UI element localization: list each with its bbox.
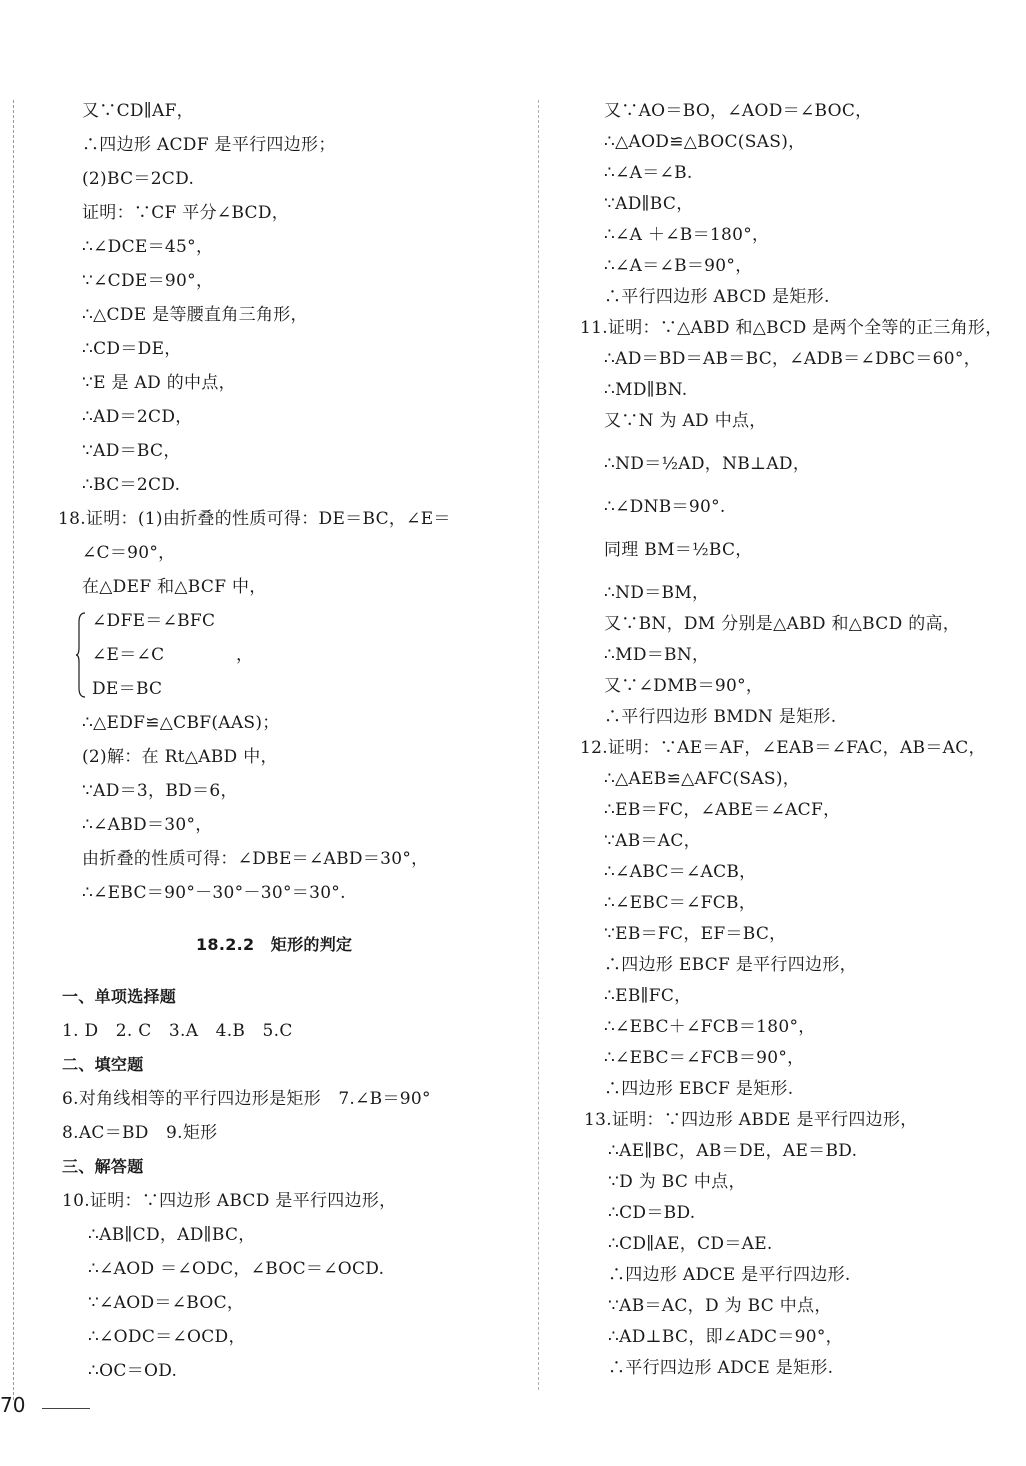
page-number: 70 [0,1393,26,1417]
text-line: ∴△AEB≌△AFC(SAS)， [604,769,801,789]
text-line: ∴∠AOD ＝∠ODC，∠BOC＝∠OCD. [88,1259,385,1279]
text-line: ∴∠A＝∠B＝90°， [604,256,753,276]
text-line: ∴AD＝2CD， [82,407,193,427]
text-line: ∴CD∥AE，CD＝AE. [608,1234,773,1254]
binding-margin-line [13,100,14,1400]
text-line: ∴BC＝2CD. [82,475,181,495]
text-line: ∴四边形 ACDF 是平行四边形； [82,135,336,155]
text-line-fraction: 同理 BM＝½BC， [604,540,753,560]
section-title: 18.2.2 矩形的判定 [196,935,353,954]
problem-12: 12.证明：∵AE＝AF，∠EAB＝∠FAC，AB＝AC， [580,738,986,758]
section-heading-1: 一、单项选择题 [62,987,177,1006]
column-divider [538,100,539,1390]
problem-13: 13.证明：∵四边形 ABDE 是平行四边形， [584,1110,918,1130]
text-line: ∴△EDF≌△CBF(AAS)； [82,713,280,733]
text-line: ∴AD⊥BC，即∠ADC＝90°， [608,1327,843,1347]
problem-10: 10.证明：∵四边形 ABCD 是平行四边形， [62,1191,397,1211]
section-heading-3: 三、解答题 [62,1157,144,1176]
text-line: ∴∠EBC＝90°－30°－30°＝30°. [82,883,346,903]
text-line: 又∵BN，DM 分别是△ABD 和△BCD 的高， [604,614,961,634]
text-line: ∴△AOD≌△BOC(SAS)， [604,132,806,152]
text-line: ∴平行四边形 ABCD 是矩形. [604,287,830,307]
text-line: ∵AB＝AC，D 为 BC 中点， [608,1296,832,1316]
text-line: ∴△CDE 是等腰直角三角形， [82,305,308,325]
system-line-1: ∠DFE＝∠BFC [92,611,216,631]
answers-1-5: 1. D 2. C 3.A 4.B 5.C [62,1021,293,1041]
text-line: 又∵N 为 AD 中点， [604,411,767,431]
system-comma: ， [236,645,254,665]
text-line: ∴∠A ＋∠B＝180°， [604,225,770,245]
text-line: ∴∠DNB＝90°. [604,497,726,517]
text-line-fraction: ∴ND＝½AD，NB⊥AD， [604,454,811,474]
text-line: ∵E 是 AD 的中点， [82,373,236,393]
left-brace [76,612,86,698]
text-line: (2)解：在 Rt△ABD 中， [82,747,278,767]
section-heading-2: 二、填空题 [62,1055,144,1074]
text-line: ∴AD＝BD＝AB＝BC，∠ADB＝∠DBC＝60°， [604,349,981,369]
text-line: ∴四边形 EBCF 是矩形. [604,1079,794,1099]
text-line: ∴∠DCE＝45°， [82,237,214,257]
page-number-rule [42,1408,90,1409]
text-line: ∵AD＝BC， [82,441,181,461]
text-line: ∴CD＝DE， [82,339,182,359]
text-line: ∴AB∥CD，AD∥BC， [88,1225,256,1245]
text-line: ∴MD＝BN， [604,645,710,665]
text-line: ∵AD∥BC， [604,194,694,214]
text-line: ∴平行四边形 ADCE 是矩形. [608,1358,834,1378]
problem-18: 18.证明：(1)由折叠的性质可得：DE＝BC，∠E＝ [58,509,451,529]
text-line: ∵AD＝3，BD＝6， [82,781,238,801]
text-line: ∴四边形 ADCE 是平行四边形. [608,1265,851,1285]
text-line: 在△DEF 和△BCF 中， [82,577,267,597]
text-line: ∴ND＝BM， [604,583,710,603]
answers-6-7: 6.对角线相等的平行四边形是矩形 7.∠B＝90° [62,1089,431,1109]
text-line: ∴∠EBC＋∠FCB＝180°， [604,1017,816,1037]
text-line: ∵∠AOD＝∠BOC， [88,1293,245,1313]
text-line: ∴OC＝OD. [88,1361,178,1381]
text-line: ∴四边形 EBCF 是平行四边形， [604,955,857,975]
text-line: ∵∠CDE＝90°， [82,271,214,291]
text-line: (2)BC＝2CD. [82,169,195,189]
text-line: ∴CD＝BD. [608,1203,696,1223]
text-line: ∵D 为 BC 中点， [608,1172,746,1192]
text-line: ∴∠A＝∠B. [604,163,693,183]
text-line: ∴EB∥FC， [604,986,692,1006]
text-line: ∵AB＝AC， [604,831,701,851]
text-line: ∴∠EBC＝∠FCB， [604,893,757,913]
text-line: ∴∠ABD＝30°， [82,815,213,835]
text-line: 由折叠的性质可得：∠DBE＝∠ABD＝30°， [82,849,429,869]
text-line: ∴∠ODC＝∠OCD， [88,1327,246,1347]
text-line: ∴∠ABC＝∠ACB， [604,862,757,882]
system-line-2: ∠E＝∠C [92,645,165,665]
text-line: ∴∠EBC＝∠FCB＝90°， [604,1048,805,1068]
answers-8-9: 8.AC＝BD 9.矩形 [62,1123,218,1143]
text-line: 又∵AO＝BO，∠AOD＝∠BOC， [604,101,873,121]
text-line: ∴平行四边形 BMDN 是矩形. [604,707,837,727]
text-line: ∴AE∥BC，AB＝DE，AE＝BD. [608,1141,858,1161]
text-line: ∵EB＝FC，EF＝BC， [604,924,787,944]
text-line: ∴EB＝FC，∠ABE＝∠ACF， [604,800,841,820]
text-line: 又∵CD∥AF， [82,101,194,121]
problem-11: 11.证明：∵△ABD 和△BCD 是两个全等的正三角形， [580,318,1003,338]
system-line-3: DE＝BC [92,679,163,699]
text-line: ∠C＝90°， [82,543,176,563]
text-line: 又∵∠DMB＝90°， [604,676,764,696]
text-line: ∴MD∥BN. [604,380,688,400]
text-line: 证明：∵CF 平分∠BCD， [82,203,290,223]
